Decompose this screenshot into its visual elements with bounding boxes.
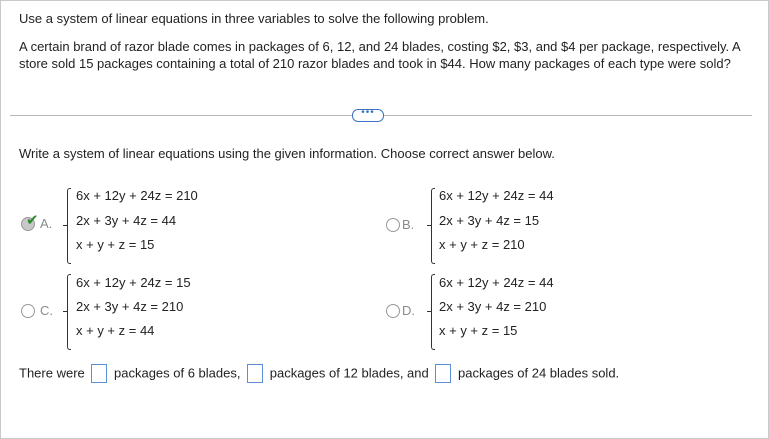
- option-c-radio[interactable]: [21, 304, 35, 318]
- option-a[interactable]: [0, 185, 380, 265]
- option-b-equation-3: x + y + z = 210: [439, 237, 525, 252]
- option-b-equation-1: 6x + 12y + 24z = 44: [439, 188, 554, 203]
- question-prompt: Write a system of linear equations using the given information. Choose correct answer below.: [19, 146, 555, 161]
- option-c[interactable]: [0, 271, 380, 351]
- option-d-equation-2: 2x + 3y + 4z = 210: [439, 299, 547, 314]
- answer-sentence: [19, 361, 619, 385]
- answer-input-6-blades[interactable]: [91, 364, 107, 383]
- answer-text-6-blades: packages of 6 blades,: [114, 365, 241, 381]
- option-a-brace-tip: [63, 225, 67, 226]
- answer-prefix: There were: [19, 365, 85, 381]
- option-a-brace: [67, 188, 71, 264]
- answer-text-12-blades: packages of 12 blades, and: [269, 365, 429, 381]
- option-d-brace-tip: [427, 311, 431, 312]
- option-a-letter: A.: [40, 216, 53, 231]
- answer-input-24-blades[interactable]: [435, 364, 451, 383]
- option-c-equation-3: x + y + z = 44: [76, 323, 155, 338]
- option-d-equation-1: 6x + 12y + 24z = 44: [439, 275, 554, 290]
- option-b-brace-tip: [427, 225, 431, 226]
- option-c-brace-tip: [63, 311, 67, 312]
- instruction-text: Use a system of linear equations in three variables to solve the following problem.: [19, 11, 489, 26]
- option-b-brace: [431, 188, 435, 264]
- option-b-radio[interactable]: [386, 218, 400, 232]
- option-c-brace: [67, 274, 71, 350]
- option-a-equation-2: 2x + 3y + 4z = 44: [76, 213, 177, 228]
- option-a-radio[interactable]: [21, 212, 39, 231]
- option-c-equation-2: 2x + 3y + 4z = 210: [76, 299, 184, 314]
- option-b[interactable]: [380, 185, 760, 265]
- option-b-letter: B.: [402, 217, 415, 232]
- expand-more-button[interactable]: •••: [352, 109, 384, 122]
- checkmark-icon: ✔: [26, 212, 39, 229]
- option-a-equation-1: 6x + 12y + 24z = 210: [76, 188, 198, 203]
- option-a-equation-3: x + y + z = 15: [76, 237, 155, 252]
- option-d-equation-3: x + y + z = 15: [439, 323, 518, 338]
- option-d[interactable]: [380, 271, 760, 351]
- option-c-letter: C.: [40, 303, 53, 318]
- option-c-equation-1: 6x + 12y + 24z = 15: [76, 275, 191, 290]
- answer-text-24-blades: packages of 24 blades sold.: [458, 365, 620, 381]
- answer-input-12-blades[interactable]: [247, 364, 263, 383]
- option-d-letter: D.: [402, 303, 415, 318]
- option-d-brace: [431, 274, 435, 350]
- problem-text: A certain brand of razor blade comes in packages of 6, 12, and 24 blades, costing $2, $3, and $4 per package, respectively. A store sold 15 packages containing a total of 210 razor blades and took in $44. How many packages of each type were sold?: [19, 39, 740, 71]
- option-b-equation-2: 2x + 3y + 4z = 15: [439, 213, 540, 228]
- option-d-radio[interactable]: [386, 304, 400, 318]
